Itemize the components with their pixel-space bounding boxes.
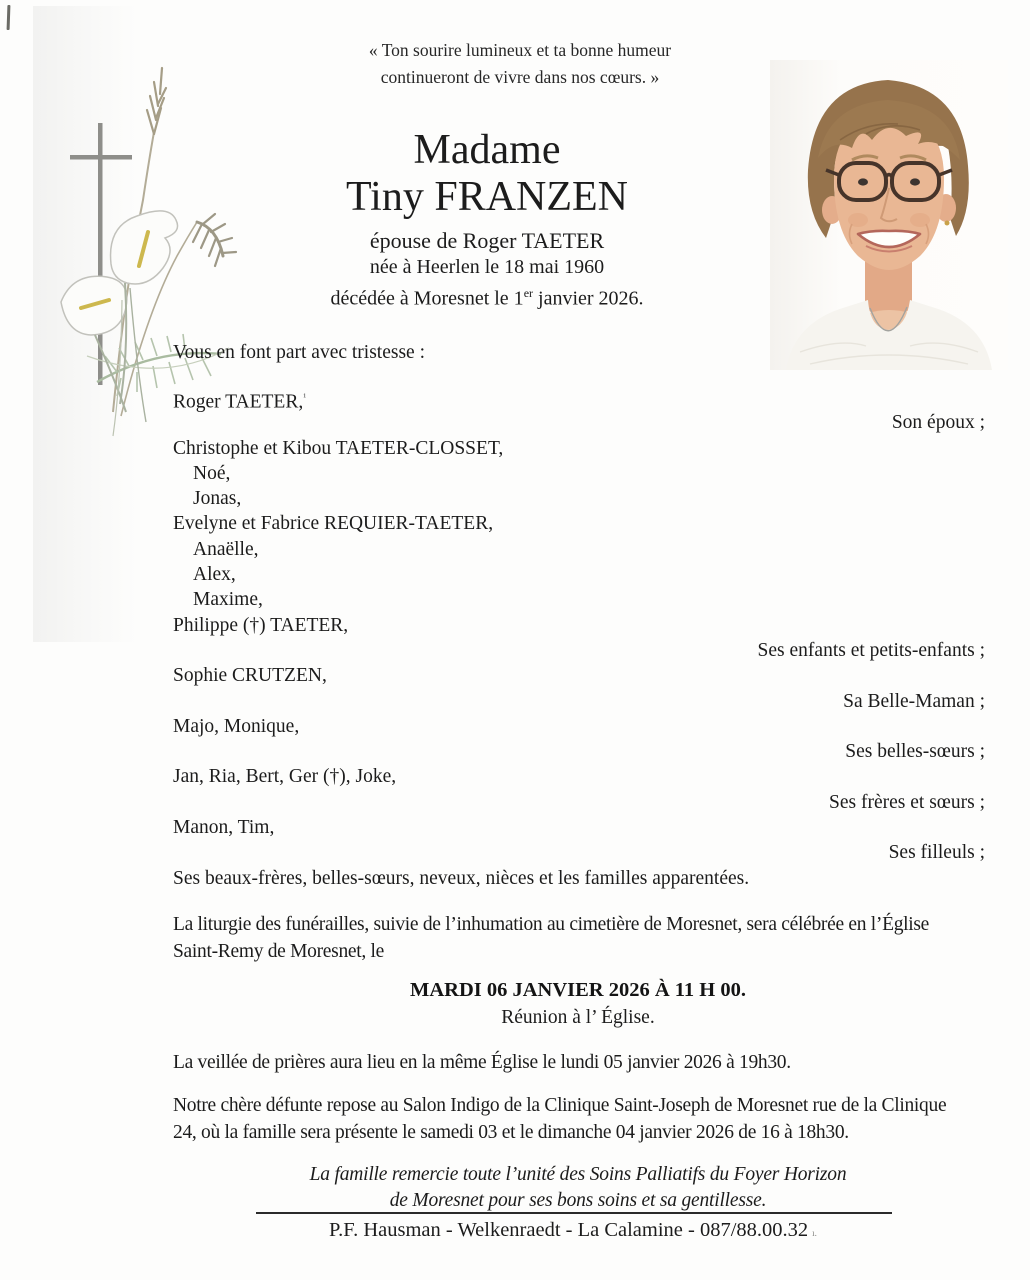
- relation-label: Ses enfants et petits-enfants ;: [757, 639, 985, 661]
- divider-rule: [256, 1212, 892, 1214]
- funeral-line-1: La liturgie des funérailles, suivie de l’inhumation au cimetière de Moresnet, sera célébrée en l’Église: [173, 914, 930, 935]
- wheat-ear-icon: [147, 68, 166, 134]
- quote-line-2: continueront de vivre dans nos cœurs. »: [380, 66, 660, 87]
- mourner-line: Maxime,: [193, 589, 263, 611]
- death-line: décédée à Moresnet le 1er janvier 2026.: [330, 286, 644, 310]
- repose-line-1: Notre chère défunte repose au Salon Indigo de la Clinique Saint-Joseph de Moresnet rue de la Clinique: [173, 1095, 947, 1116]
- repose-paragraph: [173, 1092, 946, 1146]
- mourner-line: Anaëlle,: [193, 538, 259, 560]
- mourner-line: Christophe et Kibou TAETER-CLOSSET,: [173, 437, 504, 459]
- funeral-home-text: P.F. Hausman - Welkenraedt - La Calamine - 087/88.00.32: [329, 1219, 809, 1241]
- scan-superscript-mark: ¹: [303, 392, 307, 403]
- mourners-list: [173, 385, 985, 891]
- mourner-line: Alex,: [193, 564, 236, 586]
- quote-line-1: « Ton sourire lumineux et ta bonne humeur: [368, 40, 672, 60]
- mourner-line: Majo, Monique,: [173, 715, 300, 737]
- mourner-line: Sophie CRUTZEN,: [173, 665, 327, 687]
- relation-label: Son époux ;: [891, 412, 985, 434]
- ordinal-superscript: er: [523, 286, 534, 300]
- thanks-line-2: de Moresnet pour ses bons soins et sa gentillesse.: [389, 1190, 767, 1211]
- funeral-paragraph: [173, 911, 929, 965]
- relation-label: Sa Belle-Maman ;: [843, 690, 985, 712]
- calla-lily-icon: [61, 276, 127, 335]
- mourner-line: Jonas,: [193, 488, 242, 510]
- wheat-ear-icon: [193, 214, 236, 266]
- honorific-title: Madame: [413, 127, 561, 173]
- thanks-note: [310, 1162, 847, 1214]
- calla-lily-icon: [111, 211, 178, 284]
- relation-label: Ses filleuls ;: [888, 842, 985, 864]
- meeting-line: Réunion à l’ Église.: [501, 1007, 655, 1028]
- earring: [945, 221, 950, 226]
- mourner-line: Ses beaux-frères, belles-sœurs, neveux, nièces et les familles apparentées.: [173, 867, 750, 889]
- thanks-line-1: La famille remercie toute l’unité des Soins Palliatifs du Foyer Horizon: [309, 1164, 847, 1185]
- mourner-line: Jan, Ria, Bert, Ger (†), Joke,: [173, 766, 397, 788]
- relation-label: Ses frères et sœurs ;: [829, 791, 985, 813]
- mourner-line: Manon, Tim,: [173, 817, 275, 839]
- relation-label: Ses belles-sœurs ;: [845, 741, 985, 763]
- memorial-quote: [369, 37, 671, 90]
- mourner-line: Evelyne et Fabrice REQUIER-TAETER,: [173, 513, 494, 535]
- deceased-header: [330, 127, 643, 312]
- spouse-line: épouse de Roger TAETER: [369, 228, 605, 253]
- mourner-line: Roger TAETER,$^{^1}$: [173, 391, 307, 413]
- birth-line: née à Heerlen le 18 mai 1960: [369, 256, 605, 278]
- mourner-line: Philippe (†) TAETER,: [173, 614, 349, 636]
- scan-artifact-tick: [7, 5, 11, 30]
- deceased-portrait: [770, 60, 1008, 370]
- funeral-home-line: [329, 1219, 817, 1242]
- vigil-line: La veillée de prières aura lieu en la même Église le lundi 05 janvier 2026 à 19h30.: [173, 1052, 791, 1073]
- intro-line: Vous en font part avec tristesse :: [173, 342, 425, 363]
- deceased-name: Tiny FRANZEN: [345, 174, 629, 220]
- funeral-line-2: Saint-Remy de Moresnet, le: [173, 941, 384, 962]
- print-mark: ı.: [812, 1228, 817, 1238]
- funeral-date-line: MARDI 06 JANVIER 2026 À 11 H 00.: [410, 979, 746, 1001]
- repose-line-2: 24, où la famille sera présente le samedi 03 et le dimanche 04 janvier 2026 de 16 à 18h30.: [173, 1122, 849, 1143]
- mourner-line: Noé,: [193, 462, 231, 484]
